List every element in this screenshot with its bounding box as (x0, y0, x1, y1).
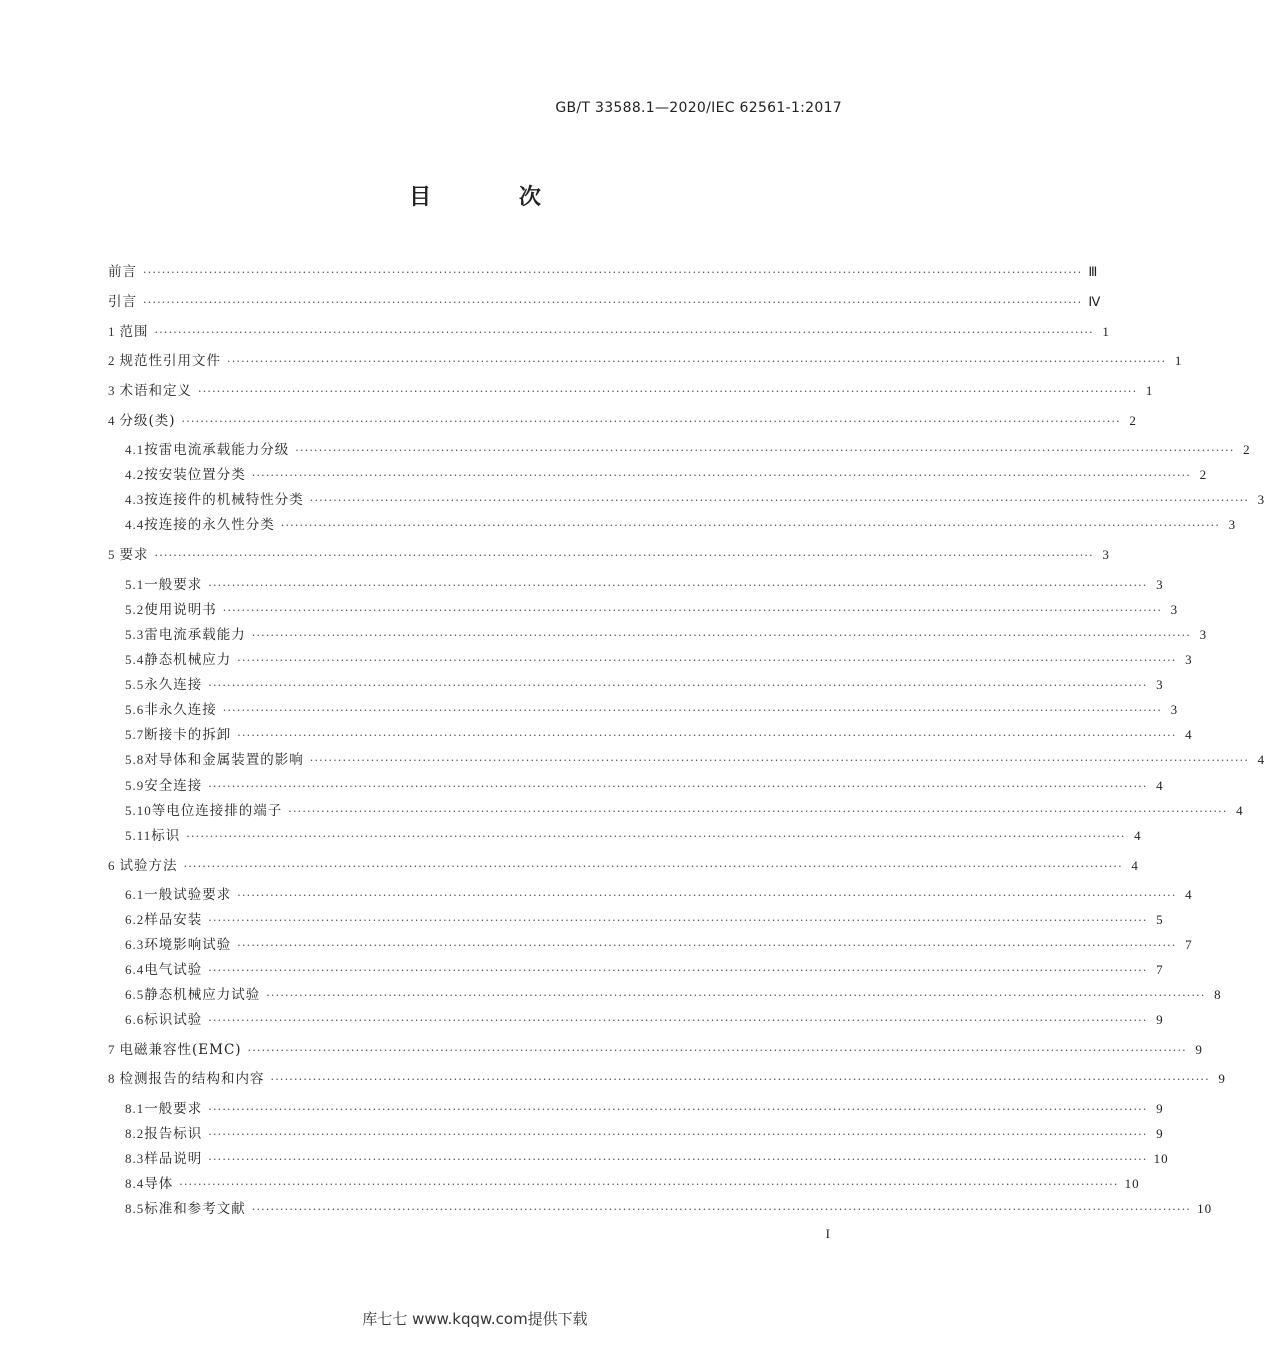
toc-entry-page: 9 (1156, 1101, 1164, 1116)
toc-entry-title: 按连接件的机械特性分类 (144, 492, 304, 508)
toc-entry-title: 报告标识 (144, 1126, 203, 1142)
toc-entry-title: 静态机械应力试验 (144, 987, 261, 1003)
dot-leader: ········································································································································································································ (183, 860, 1123, 873)
toc-entry-page: 3 (1228, 517, 1237, 532)
dot-leader: ········································································································································································································ (181, 415, 1121, 428)
toc-entry[interactable] (108, 958, 1164, 978)
toc-entry[interactable] (108, 698, 1179, 718)
toc-entry-title: 对导体和金属装置的影响 (144, 752, 304, 768)
toc-entry-page: 5 (1156, 912, 1164, 927)
toc-entry-number: 4 (108, 413, 116, 428)
dot-leader: ········································································································································································································ (222, 704, 1163, 717)
toc-entry-page: Ⅳ (1088, 294, 1102, 309)
toc-entry-number: 3 (108, 383, 116, 398)
toc-entry-page: 3 (1102, 547, 1110, 562)
dot-leader: ········································································································································································································ (270, 1073, 1210, 1086)
dot-leader: ········································································································································································································ (208, 1014, 1148, 1027)
toc-entry[interactable] (108, 673, 1164, 693)
toc-entry[interactable] (108, 1038, 1203, 1058)
toc-entry-page: 9 (1195, 1042, 1203, 1057)
toc-entry-page: 3 (1156, 677, 1164, 692)
toc-entry[interactable] (108, 260, 1099, 280)
toc-entry-number: 6.4 (125, 962, 145, 977)
toc-entry-page: 7 (1185, 937, 1193, 952)
dot-leader: ········································································································································································································ (179, 1178, 1119, 1191)
toc-entry[interactable] (108, 438, 1251, 458)
toc-entry-page: 2 (1129, 413, 1137, 428)
toc-entry-number: 5.8 (125, 752, 145, 767)
toc-entry-page: 4 (1131, 858, 1139, 873)
toc-entry-number: 6 (108, 858, 116, 873)
standard-number: GB/T 33588.1—2020/IEC 62561-1:2017 (555, 100, 842, 116)
toc-entry[interactable] (108, 1147, 1169, 1167)
toc-entry[interactable] (108, 799, 1244, 819)
toc-entry-title: 电气试验 (144, 962, 203, 978)
toc-entry-title: 等电位连接排的端子 (151, 803, 283, 819)
toc-entry-number: 5.9 (125, 778, 145, 793)
toc-entry-title: 电磁兼容性(EMC) (119, 1042, 242, 1058)
toc-entry-number: 4.4 (125, 517, 145, 532)
toc-entry[interactable] (108, 290, 1102, 310)
toc-entry-number: 5.2 (125, 602, 145, 617)
toc-entry[interactable] (108, 824, 1142, 844)
toc-entry[interactable] (108, 320, 1110, 340)
toc-entry-title: 要求 (119, 547, 149, 563)
toc-entry-number: 5.3 (125, 627, 145, 642)
toc-entry[interactable] (108, 723, 1193, 743)
dot-leader: ········································································································································································································ (237, 654, 1177, 667)
toc-entry[interactable] (108, 573, 1164, 593)
toc-entry-page: 4 (1236, 803, 1244, 818)
dot-leader: ········································································································································································································ (222, 604, 1163, 617)
toc-entry-title: 一般要求 (144, 1101, 203, 1117)
toc-entry[interactable] (108, 1008, 1164, 1028)
toc-entry-title: 按连接的永久性分类 (144, 517, 275, 533)
dot-leader: ········································································································································································································ (251, 469, 1192, 482)
toc-entry-page: 9 (1156, 1126, 1164, 1141)
toc-entry-number: 5.11 (125, 828, 152, 843)
toc-entry-number: 5.4 (125, 652, 145, 667)
toc-entry-number: 8.2 (125, 1126, 145, 1141)
toc-entry-title: 试验方法 (119, 858, 178, 874)
dot-leader: ········································································································································································································ (237, 729, 1177, 742)
dot-leader: ········································································································································································································ (208, 1128, 1148, 1141)
toc-entry-number: 5 (108, 547, 116, 562)
toc-entry-page: 8 (1214, 987, 1222, 1002)
toc-entry[interactable] (108, 983, 1222, 1003)
toc-entry[interactable] (108, 349, 1183, 369)
toc-entry-number: 6.5 (125, 987, 145, 1002)
dot-leader: ········································································································································································································ (208, 1153, 1148, 1166)
toc-entry-number: 7 (108, 1042, 116, 1057)
toc-entry-title: 环境影响试验 (144, 937, 232, 953)
toc-entry-page: 7 (1156, 962, 1164, 977)
toc-entry-page: 4 (1134, 828, 1142, 843)
toc-entry-page: 4 (1185, 887, 1193, 902)
dot-leader: ········································································································································································································ (208, 679, 1148, 692)
toc-entry-title: 安全连接 (144, 778, 203, 794)
dot-leader: ········································································································································································································ (208, 579, 1148, 592)
toc-entry[interactable] (108, 513, 1237, 533)
toc-entry-title: 一般试验要求 (144, 887, 232, 903)
toc-entry-page: 3 (1156, 577, 1164, 592)
dot-leader: ········································································································································································································ (295, 444, 1235, 457)
toc-entry[interactable] (108, 1197, 1213, 1217)
toc-entry-title: 前言 (108, 264, 137, 280)
toc-entry-page: 4 (1156, 778, 1164, 793)
toc-entry-page: 4 (1185, 727, 1193, 742)
toc-entry-number: 2 (108, 353, 116, 368)
dot-leader: ········································································································································································································ (154, 326, 1094, 339)
toc-entry-page: 3 (1170, 602, 1179, 617)
page-number: I (825, 1226, 830, 1241)
toc-entry-title: 按安装位置分类 (144, 467, 246, 483)
dot-leader: ········································································································································································································ (309, 754, 1250, 767)
dot-leader: ········································································································································································································ (143, 266, 1083, 279)
toc-entry-page: 4 (1257, 752, 1265, 767)
toc-entry[interactable] (108, 379, 1154, 399)
toc-entry-title: 范围 (119, 324, 149, 340)
toc-entry[interactable] (108, 908, 1164, 928)
dot-leader: ········································································································································································································ (251, 629, 1192, 642)
dot-leader: ········································································································································································································ (227, 355, 1167, 368)
toc-entry-number: 5.1 (125, 577, 145, 592)
toc-entry-title: 使用说明书 (144, 602, 217, 618)
toc-entry[interactable] (108, 623, 1208, 643)
toc-entry[interactable] (108, 883, 1193, 903)
toc-entry-page: 2 (1243, 442, 1251, 457)
toc-entry[interactable] (108, 774, 1164, 794)
toc-entry-title: 非永久连接 (144, 702, 217, 718)
toc-entry[interactable] (108, 463, 1208, 483)
toc-entry-title: 雷电流承载能力 (144, 627, 246, 643)
toc-entry-title: 标识 (151, 828, 181, 844)
toc-entry-number: 1 (108, 324, 116, 339)
toc-entry-number: 4.3 (125, 492, 145, 507)
toc-entry[interactable] (108, 543, 1110, 563)
toc-entry-number: 5.5 (125, 677, 145, 692)
toc-entry-number: 6.1 (125, 887, 145, 902)
toc-entry-page: 1 (1102, 324, 1110, 339)
dot-leader: ········································································································································································································ (198, 385, 1138, 398)
dot-leader: ········································································································································································································ (251, 1203, 1192, 1216)
toc-entry-page: 3 (1170, 702, 1179, 717)
toc-entry-title: 术语和定义 (119, 383, 192, 399)
toc-entry-page: 10 (1197, 1201, 1213, 1216)
dot-leader: ········································································································································································································ (247, 1044, 1187, 1057)
toc-entry-page: 9 (1156, 1012, 1164, 1027)
toc-entry-page: 10 (1124, 1176, 1140, 1191)
dot-leader: ········································································································································································································ (280, 519, 1221, 532)
toc-entry-number: 4.1 (125, 442, 145, 457)
toc-entry-title: 样品安装 (144, 912, 203, 928)
toc-entry-page: 2 (1199, 467, 1208, 482)
toc-entry[interactable] (108, 648, 1193, 668)
toc-entry-title: 标识试验 (144, 1012, 203, 1028)
dot-leader: ········································································································································································································ (266, 989, 1206, 1002)
toc-entry-number: 4.2 (125, 467, 145, 482)
dot-leader: ········································································································································································································ (186, 830, 1126, 843)
toc-entry[interactable] (108, 1067, 1226, 1087)
dot-leader: ········································································································································································································ (208, 1103, 1148, 1116)
toc-entry-title: 静态机械应力 (144, 652, 232, 668)
toc-entry-number: 8.1 (125, 1101, 145, 1116)
dot-leader: ········································································································································································································ (237, 889, 1177, 902)
toc-entry[interactable] (108, 1172, 1140, 1192)
download-footer: 库七七 www.kqqw.com提供下载 (362, 1310, 588, 1328)
toc-entry-page: 3 (1257, 492, 1265, 507)
toc-entry-page: 9 (1218, 1071, 1226, 1086)
toc-entry-number: 5.10 (125, 803, 152, 818)
toc-entry-page: 3 (1185, 652, 1193, 667)
dot-leader: ········································································································································································································ (309, 494, 1250, 507)
dot-leader: ········································································································································································································ (143, 296, 1083, 309)
toc-entry[interactable] (108, 598, 1179, 618)
toc-entry-title: 一般要求 (144, 577, 203, 593)
toc-entry-title: 检测报告的结构和内容 (119, 1071, 265, 1087)
toc-entry-number: 6.6 (125, 1012, 145, 1027)
toc-entry-number: 5.6 (125, 702, 145, 717)
toc-entry[interactable] (108, 409, 1137, 429)
toc-entry-page: Ⅲ (1088, 264, 1099, 279)
dot-leader: ········································································································································································································ (154, 549, 1094, 562)
dot-leader: ········································································································································································································ (237, 939, 1177, 952)
toc-entry-number: 8 (108, 1071, 116, 1086)
toc-entry-page: 1 (1145, 383, 1154, 398)
toc-entry[interactable] (108, 1097, 1164, 1117)
toc-entry-title: 分级(类) (119, 413, 176, 429)
toc-entry-number: 8.4 (125, 1176, 145, 1191)
dot-leader: ········································································································································································································ (208, 780, 1148, 793)
toc-entry-title: 标准和参考文献 (144, 1201, 246, 1217)
toc-entry[interactable] (108, 1122, 1164, 1142)
toc-entry-number: 6.3 (125, 937, 145, 952)
toc-entry-page: 3 (1199, 627, 1208, 642)
toc-entry-number: 6.2 (125, 912, 145, 927)
toc-entry[interactable] (108, 748, 1265, 768)
toc-entry-title: 引言 (108, 294, 137, 310)
toc-entry-title: 断接卡的拆卸 (144, 727, 232, 743)
toc-entry[interactable] (108, 933, 1193, 953)
toc-entry-number: 8.3 (125, 1151, 145, 1166)
toc-entry-number: 8.5 (125, 1201, 145, 1216)
toc-entry-title: 规范性引用文件 (119, 353, 221, 369)
toc-entry-title: 导体 (144, 1176, 174, 1192)
toc-entry-title: 样品说明 (144, 1151, 203, 1167)
toc-entry-title: 按雷电流承载能力分级 (144, 442, 290, 458)
toc-entry-number: 5.7 (125, 727, 145, 742)
page-title: 目 次 (409, 185, 581, 210)
dot-leader: ········································································································································································································ (208, 964, 1148, 977)
toc-entry-page: 10 (1153, 1151, 1169, 1166)
toc-entry[interactable] (108, 854, 1139, 874)
toc-entry-title: 永久连接 (144, 677, 203, 693)
toc-entry[interactable] (108, 488, 1265, 508)
dot-leader: ········································································································································································································ (208, 914, 1148, 927)
toc-entry-page: 1 (1174, 353, 1183, 368)
dot-leader: ········································································································································································································ (288, 805, 1228, 818)
